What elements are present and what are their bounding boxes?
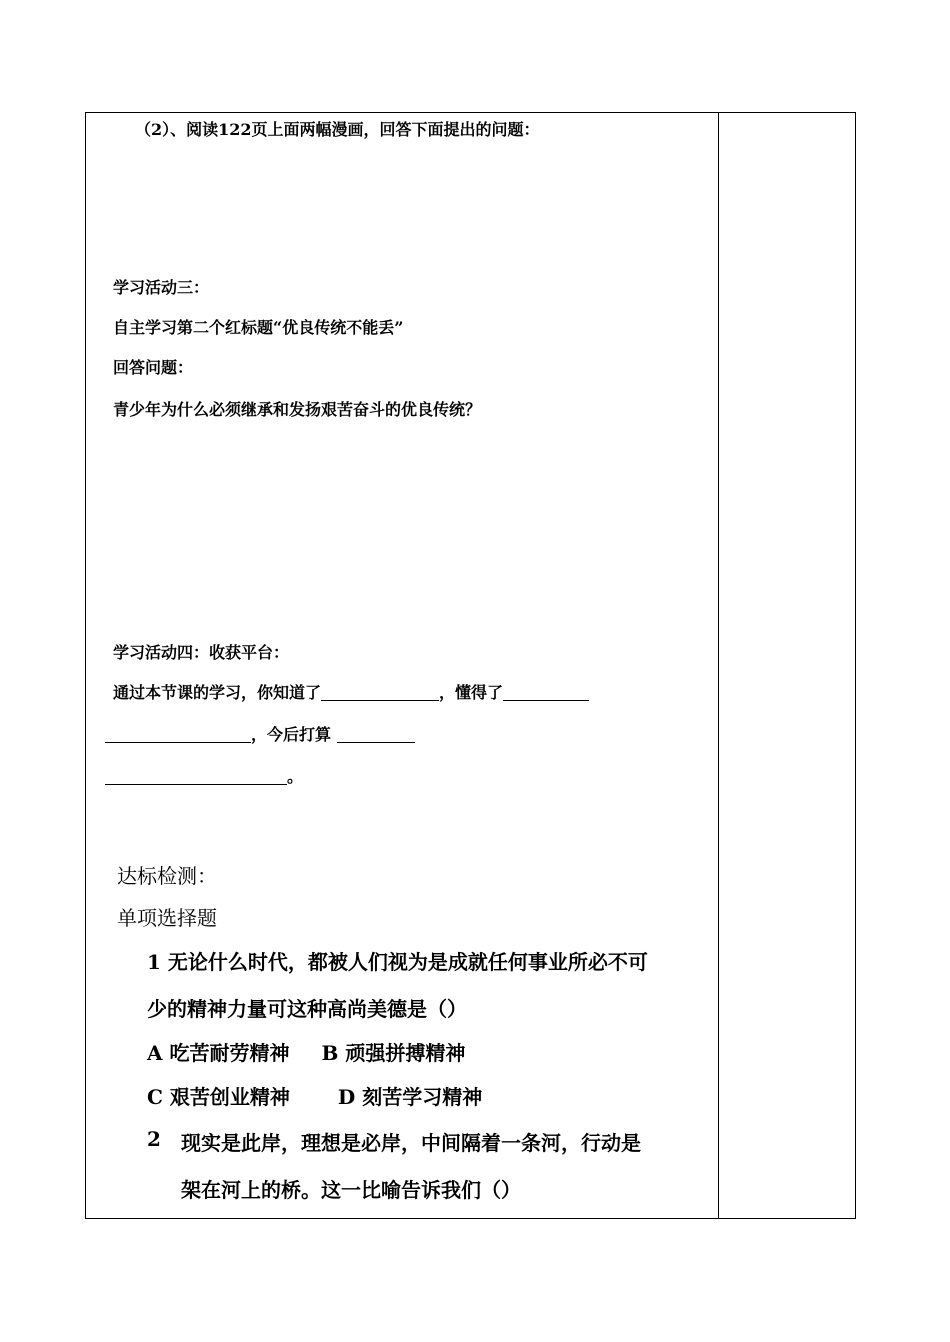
q1-option-row-2 <box>147 1081 482 1110</box>
harvest-line1-prefix: 通过本节课的学习，你知道了 <box>113 683 322 702</box>
harvest-line-2 <box>105 722 415 745</box>
q2-line2: 架在河上的桥。这一比喻告诉我们（） <box>181 1178 521 1202</box>
activity3-question: 青少年为什么必须继承和发扬艰苦奋斗的优良传统？ <box>113 400 482 419</box>
column-divider <box>718 112 719 1219</box>
q1-option-a[interactable]: A 吃苦耐劳精神 <box>147 1041 290 1065</box>
harvest-line2-mid: ，今后打算 <box>251 725 337 744</box>
activity4-title: 学习活动四：收获平台： <box>113 643 290 662</box>
reading-prompt: （2）、阅读122页上面两幅漫画，回答下面提出的问题： <box>135 120 540 139</box>
test-section: 单项选择题 <box>117 906 217 930</box>
q2-number: 2 <box>147 1127 161 1151</box>
q1-option-row-1 <box>147 1037 465 1066</box>
activity3-answer-label: 回答问题： <box>113 358 194 377</box>
activity3-task: 自主学习第二个红标题“优良传统不能丢” <box>113 318 404 337</box>
understand-blank-cont[interactable] <box>105 726 251 743</box>
harvest-line-1 <box>113 680 589 703</box>
harvest-line-3 <box>105 764 303 787</box>
activity3-title: 学习活动三： <box>113 278 210 297</box>
q2-line1: 现实是此岸，理想是必岸，中间隔着一条河，行动是 <box>181 1131 641 1155</box>
test-heading: 达标检测： <box>117 864 217 888</box>
plan-blank[interactable] <box>337 726 415 743</box>
q1-line1: 1 无论什么时代，都被人们视为是成就任何事业所必不可 <box>147 950 648 974</box>
harvest-line1-mid: ，懂得了 <box>439 683 504 702</box>
q1-option-c[interactable]: C 艰苦创业精神 <box>147 1085 290 1109</box>
q1-option-b[interactable]: B 顽强拼搏精神 <box>321 1041 466 1065</box>
q1-option-d[interactable]: D 刻苦学习精神 <box>337 1085 483 1109</box>
harvest-line3-end: 。 <box>287 767 304 786</box>
understand-blank[interactable] <box>503 684 589 701</box>
q1-line2: 少的精神力量可这种高尚美德是（） <box>147 997 467 1021</box>
know-blank[interactable] <box>321 684 439 701</box>
plan-blank-cont[interactable] <box>105 768 287 785</box>
